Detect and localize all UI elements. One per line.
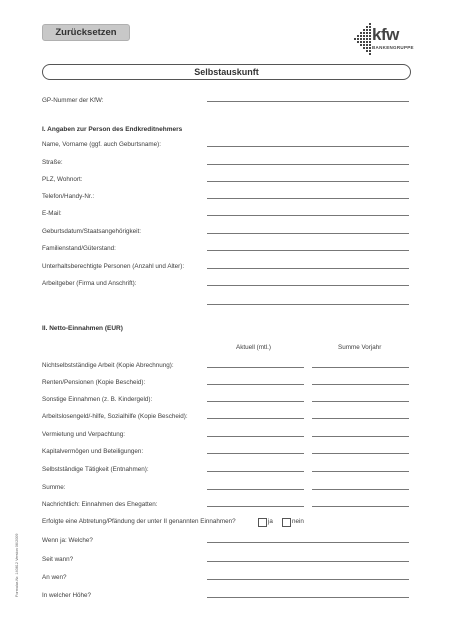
followup-label: An wen? bbox=[42, 574, 67, 581]
income-label: Selbstständige Tätigkeit (Entnahmen): bbox=[42, 466, 149, 473]
spouse-income-current-field[interactable] bbox=[207, 506, 304, 507]
reset-button[interactable]: Zurücksetzen bbox=[42, 24, 130, 41]
section-1-heading: I. Angaben zur Person des Endkreditnehmers bbox=[42, 126, 183, 133]
no-checkbox[interactable] bbox=[282, 518, 291, 527]
followup-label: Seit wann? bbox=[42, 556, 74, 563]
amount-field[interactable] bbox=[207, 597, 409, 598]
income-current-field[interactable] bbox=[207, 436, 304, 437]
dependents-field[interactable] bbox=[207, 268, 409, 269]
street-field[interactable] bbox=[207, 164, 409, 165]
employer-field[interactable] bbox=[207, 285, 409, 286]
logo-wordmark: kfw bbox=[372, 25, 399, 44]
sum-current-field[interactable] bbox=[207, 489, 304, 490]
email-field[interactable] bbox=[207, 215, 409, 216]
income-prev-field[interactable] bbox=[312, 367, 409, 368]
gp-number-label: GP-Nummer der KfW: bbox=[42, 97, 104, 104]
field-label: Telefon/Handy-Nr.: bbox=[42, 193, 95, 200]
field-label: Arbeitgeber (Firma und Anschrift): bbox=[42, 280, 137, 287]
income-prev-field[interactable] bbox=[312, 418, 409, 419]
income-label: Summe: bbox=[42, 484, 66, 491]
income-label: Vermietung und Verpachtung: bbox=[42, 431, 125, 438]
yes-label: ja bbox=[268, 518, 273, 525]
employer-field-line-2[interactable] bbox=[207, 304, 409, 305]
income-label: Sonstige Einnahmen (z. B. Kindergeld): bbox=[42, 396, 153, 403]
which-field[interactable] bbox=[207, 542, 409, 543]
spouse-income-prev-field[interactable] bbox=[312, 506, 409, 507]
field-label: Geburtsdatum/Staatsangehörigkeit: bbox=[42, 228, 142, 235]
income-prev-field[interactable] bbox=[312, 401, 409, 402]
since-when-field[interactable] bbox=[207, 561, 409, 562]
income-prev-field[interactable] bbox=[312, 436, 409, 437]
income-label: Renten/Pensionen (Kopie Bescheid): bbox=[42, 379, 146, 386]
income-current-field[interactable] bbox=[207, 367, 304, 368]
income-prev-field[interactable] bbox=[312, 471, 409, 472]
followup-label: In welcher Höhe? bbox=[42, 592, 92, 599]
yes-checkbox[interactable] bbox=[258, 518, 267, 527]
no-label: nein bbox=[292, 518, 304, 525]
assignment-question: Erfolgte eine Abtretung/Pfändung der unter II genannten Einnahmen? bbox=[42, 518, 236, 525]
zip-city-field[interactable] bbox=[207, 181, 409, 182]
income-current-field[interactable] bbox=[207, 471, 304, 472]
income-current-field[interactable] bbox=[207, 418, 304, 419]
birthdate-field[interactable] bbox=[207, 233, 409, 234]
income-label: Nachrichtlich: Einnahmen des Ehegatten: bbox=[42, 501, 158, 508]
column-header-current: Aktuell (mtl.) bbox=[236, 344, 271, 351]
followup-label: Wenn ja: Welche? bbox=[42, 537, 93, 544]
field-label: E-Mail: bbox=[42, 210, 62, 217]
income-current-field[interactable] bbox=[207, 384, 304, 385]
page-title: Selbstauskunft bbox=[42, 64, 411, 80]
field-label: Familienstand/Güterstand: bbox=[42, 245, 116, 252]
income-label: Kapitalvermögen und Beteiligungen: bbox=[42, 448, 144, 455]
income-current-field[interactable] bbox=[207, 453, 304, 454]
form-number-sidebar: Formular-Nr. 140812 Version 06/2009 bbox=[15, 533, 19, 597]
gp-number-field[interactable] bbox=[207, 101, 409, 102]
income-prev-field[interactable] bbox=[312, 453, 409, 454]
to-whom-field[interactable] bbox=[207, 579, 409, 580]
phone-field[interactable] bbox=[207, 198, 409, 199]
name-field[interactable] bbox=[207, 146, 409, 147]
sum-prev-field[interactable] bbox=[312, 489, 409, 490]
income-prev-field[interactable] bbox=[312, 384, 409, 385]
field-label: Unterhaltsberechtigte Personen (Anzahl und Alter): bbox=[42, 263, 185, 270]
marital-status-field[interactable] bbox=[207, 250, 409, 251]
field-label: Straße: bbox=[42, 159, 63, 166]
income-label: Arbeitslosengeld/-hilfe, Sozialhilfe (Kopie Bescheid): bbox=[42, 413, 188, 420]
income-label: Nichtselbstständige Arbeit (Kopie Abrechnung): bbox=[42, 362, 174, 369]
logo-subtext: BANKENGRUPPE bbox=[372, 45, 414, 50]
column-header-previous-year: Summe Vorjahr bbox=[338, 344, 382, 351]
field-label: Name, Vorname (ggf. auch Geburtsname): bbox=[42, 141, 161, 148]
income-current-field[interactable] bbox=[207, 401, 304, 402]
field-label: PLZ, Wohnort: bbox=[42, 176, 83, 183]
section-2-heading: II. Netto-Einnahmen (EUR) bbox=[42, 325, 123, 332]
